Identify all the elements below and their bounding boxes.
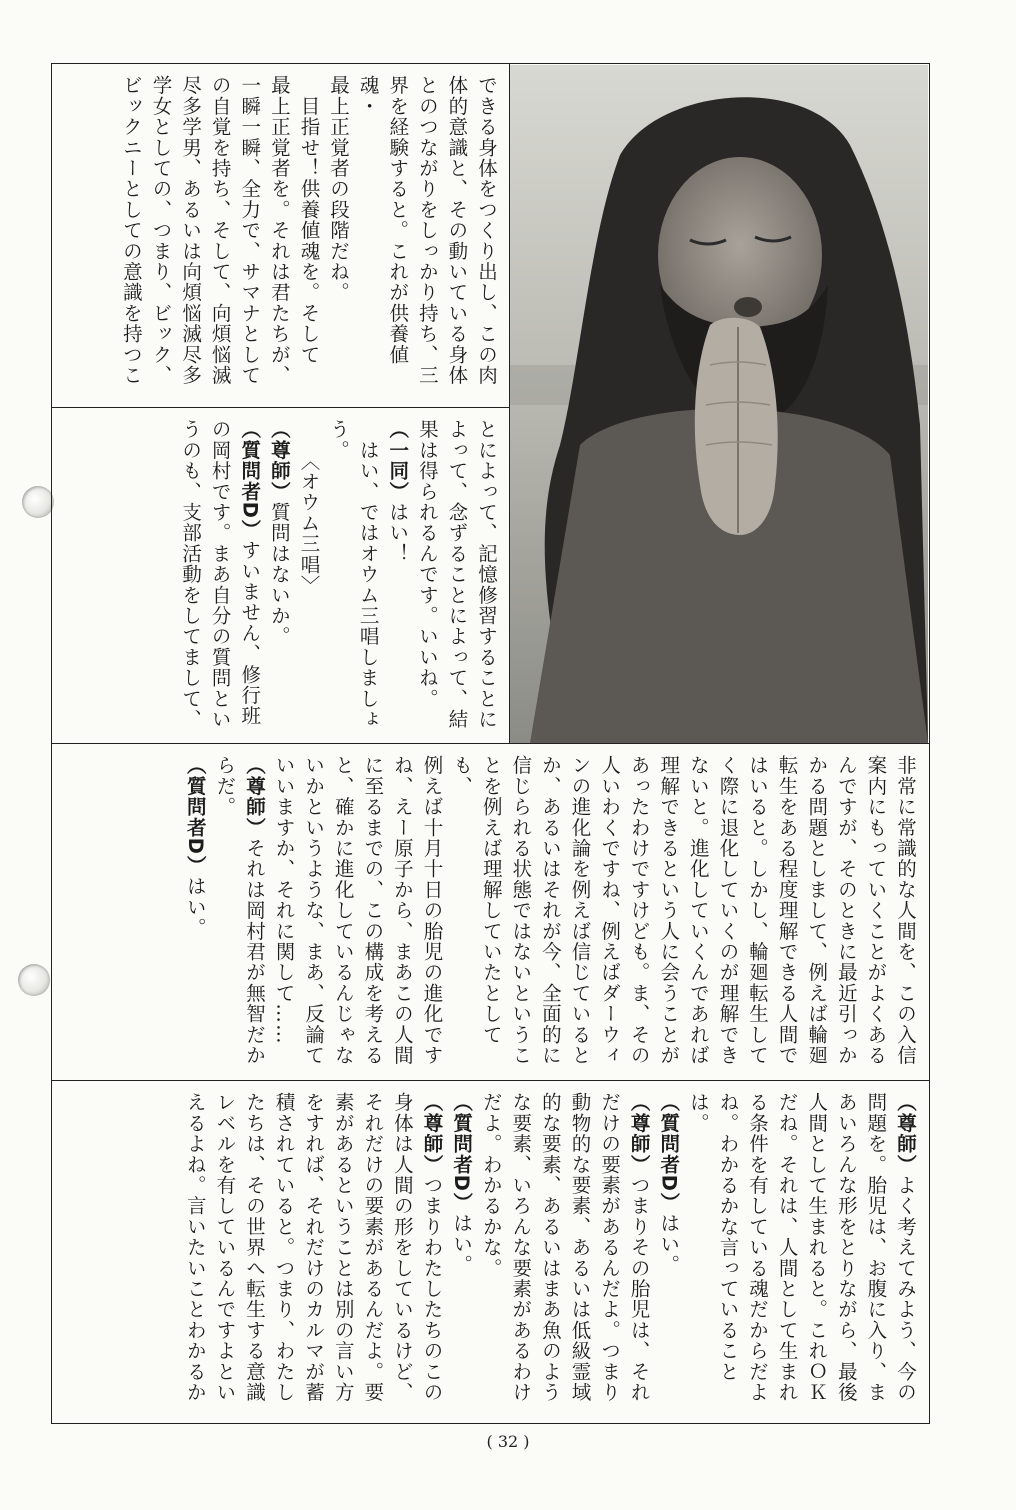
binder-hole-upper [22, 486, 54, 518]
text-block-bottom [53, 1082, 928, 1422]
speaker: （一同） [386, 419, 410, 502]
speaker: （質問者D） [450, 1092, 474, 1213]
divider-top-left [51, 407, 510, 408]
paragraph: （質問者D）はい。 [657, 1092, 681, 1275]
paragraph: （尊師）つまりわたしたちのこの 身体は人間の形をしているけど、 それだけの要素があるんだよ。要 素があるということは別の言い方 をすれば、それだけのカルマが蓄 積されていると。つまり、わたし たちは、その世界へ転生する意識 レベルを有しているんですよとい えるよね。言いたいことわかるか [183, 1092, 444, 1403]
paragraph: （尊師）質問はないか。 [267, 419, 291, 647]
paragraph: （尊師）つまりその胎児は、それ だけの要素があるんだよ。つまり 動物的な要素、あるいは低級霊域 的な要素、あるいはまあ魚のよう な要素、いろんな要素があるわけ だよ。わかるかな。 [479, 1092, 651, 1403]
speaker: （質問者D） [183, 755, 207, 876]
text-block-top-upper [53, 65, 509, 406]
paragraph: （質問者D）はい。 [183, 755, 207, 938]
speaker: （尊師） [420, 1092, 444, 1175]
divider-middle [51, 743, 930, 744]
speaker: （尊師） [627, 1092, 651, 1175]
page-number: ( 32 ) [486, 1432, 530, 1451]
paragraph: （質問者D）はい。 [450, 1092, 474, 1275]
speaker: （質問者D） [238, 419, 262, 540]
speaker: （尊師） [242, 755, 266, 838]
paragraph: はい、ではオウム三唱しましょ う。 [327, 419, 380, 730]
text-block-middle [53, 745, 928, 1079]
paragraph: （尊師）よく考えてみよう、今の 問題を。胎児は、お腹に入り、ま あいろんな形をとりながら、最後 人間として生まれると。これＯＫ だね。それは、人間として生まれ る条件を有している魂だからだよ ね。わかるかな言っていることは。 [686, 1092, 917, 1403]
paragraph: 〈オウム三唱〉 [297, 419, 321, 596]
paragraph-mahamudra: できる身体をつくり出し、この肉 体的意識と、その動いている身体 とのつながりをしっかり持ち、三 界を経験すると。これが供養値魂・ 最上正覚者の段階だね。 目指せ！供養値魂を。そして 最上正覚者を。それは君たちが、 一瞬一瞬、全力で、サマナとして の自覚を持ち、そして、向煩悩滅 尽多学男、あるいは向煩悩滅尽多 学女としての、つまり、ビック、 ビックニーとしての意識を持つこ [119, 75, 498, 386]
praying-man-photo-icon [510, 65, 928, 743]
photo-praying-man [510, 65, 928, 743]
speaker: （尊師） [894, 1092, 917, 1175]
paragraph: （一同）はい！ [386, 419, 410, 564]
speaker: （質問者D） [657, 1092, 681, 1213]
divider-bottom [51, 1080, 930, 1081]
paragraph: （尊師）それは岡村君が無智だか らだ。 [213, 755, 266, 1066]
paragraph: （質問者D）すいません、修行班 の岡村です。まあ自分の質問とい うのも、支部活動をしてまして、 [179, 419, 262, 730]
paragraph: とによって、記憶修習することに よって、念ずることによって、結 果は得られるんです。いいね。 [415, 419, 498, 730]
binder-hole-lower [18, 964, 50, 996]
text-block-top-lower [53, 409, 509, 742]
paragraph: 非常に常識的な人間を、この入信 案内にもっていくことがよくある んですが、そのときに最近引っか かる問題としまして、例えば輪廻 転生をある程度理解できる人間で はいると。しかし、輪廻転生して く際に退化していくのが理解でき ないと。進化していくんであれば 理解できるという人に会うことが あったわけですけども。ま、その 人いわくですね、例えばダーウィ ンの進化論を例えば信じていると か、あるいはそれが今、全面的に 信じられる状態ではないというこ とを例えば理解していたとしても、 例えば十月十日の胎児の進化です ね、えー原子から、まあこの人間 に至るまでの、この構成を考える と、確かに進化しているんじゃな いかというような、まあ、反論て いいますか、それに関して…… [272, 755, 917, 1066]
speaker: （尊師） [267, 419, 291, 502]
